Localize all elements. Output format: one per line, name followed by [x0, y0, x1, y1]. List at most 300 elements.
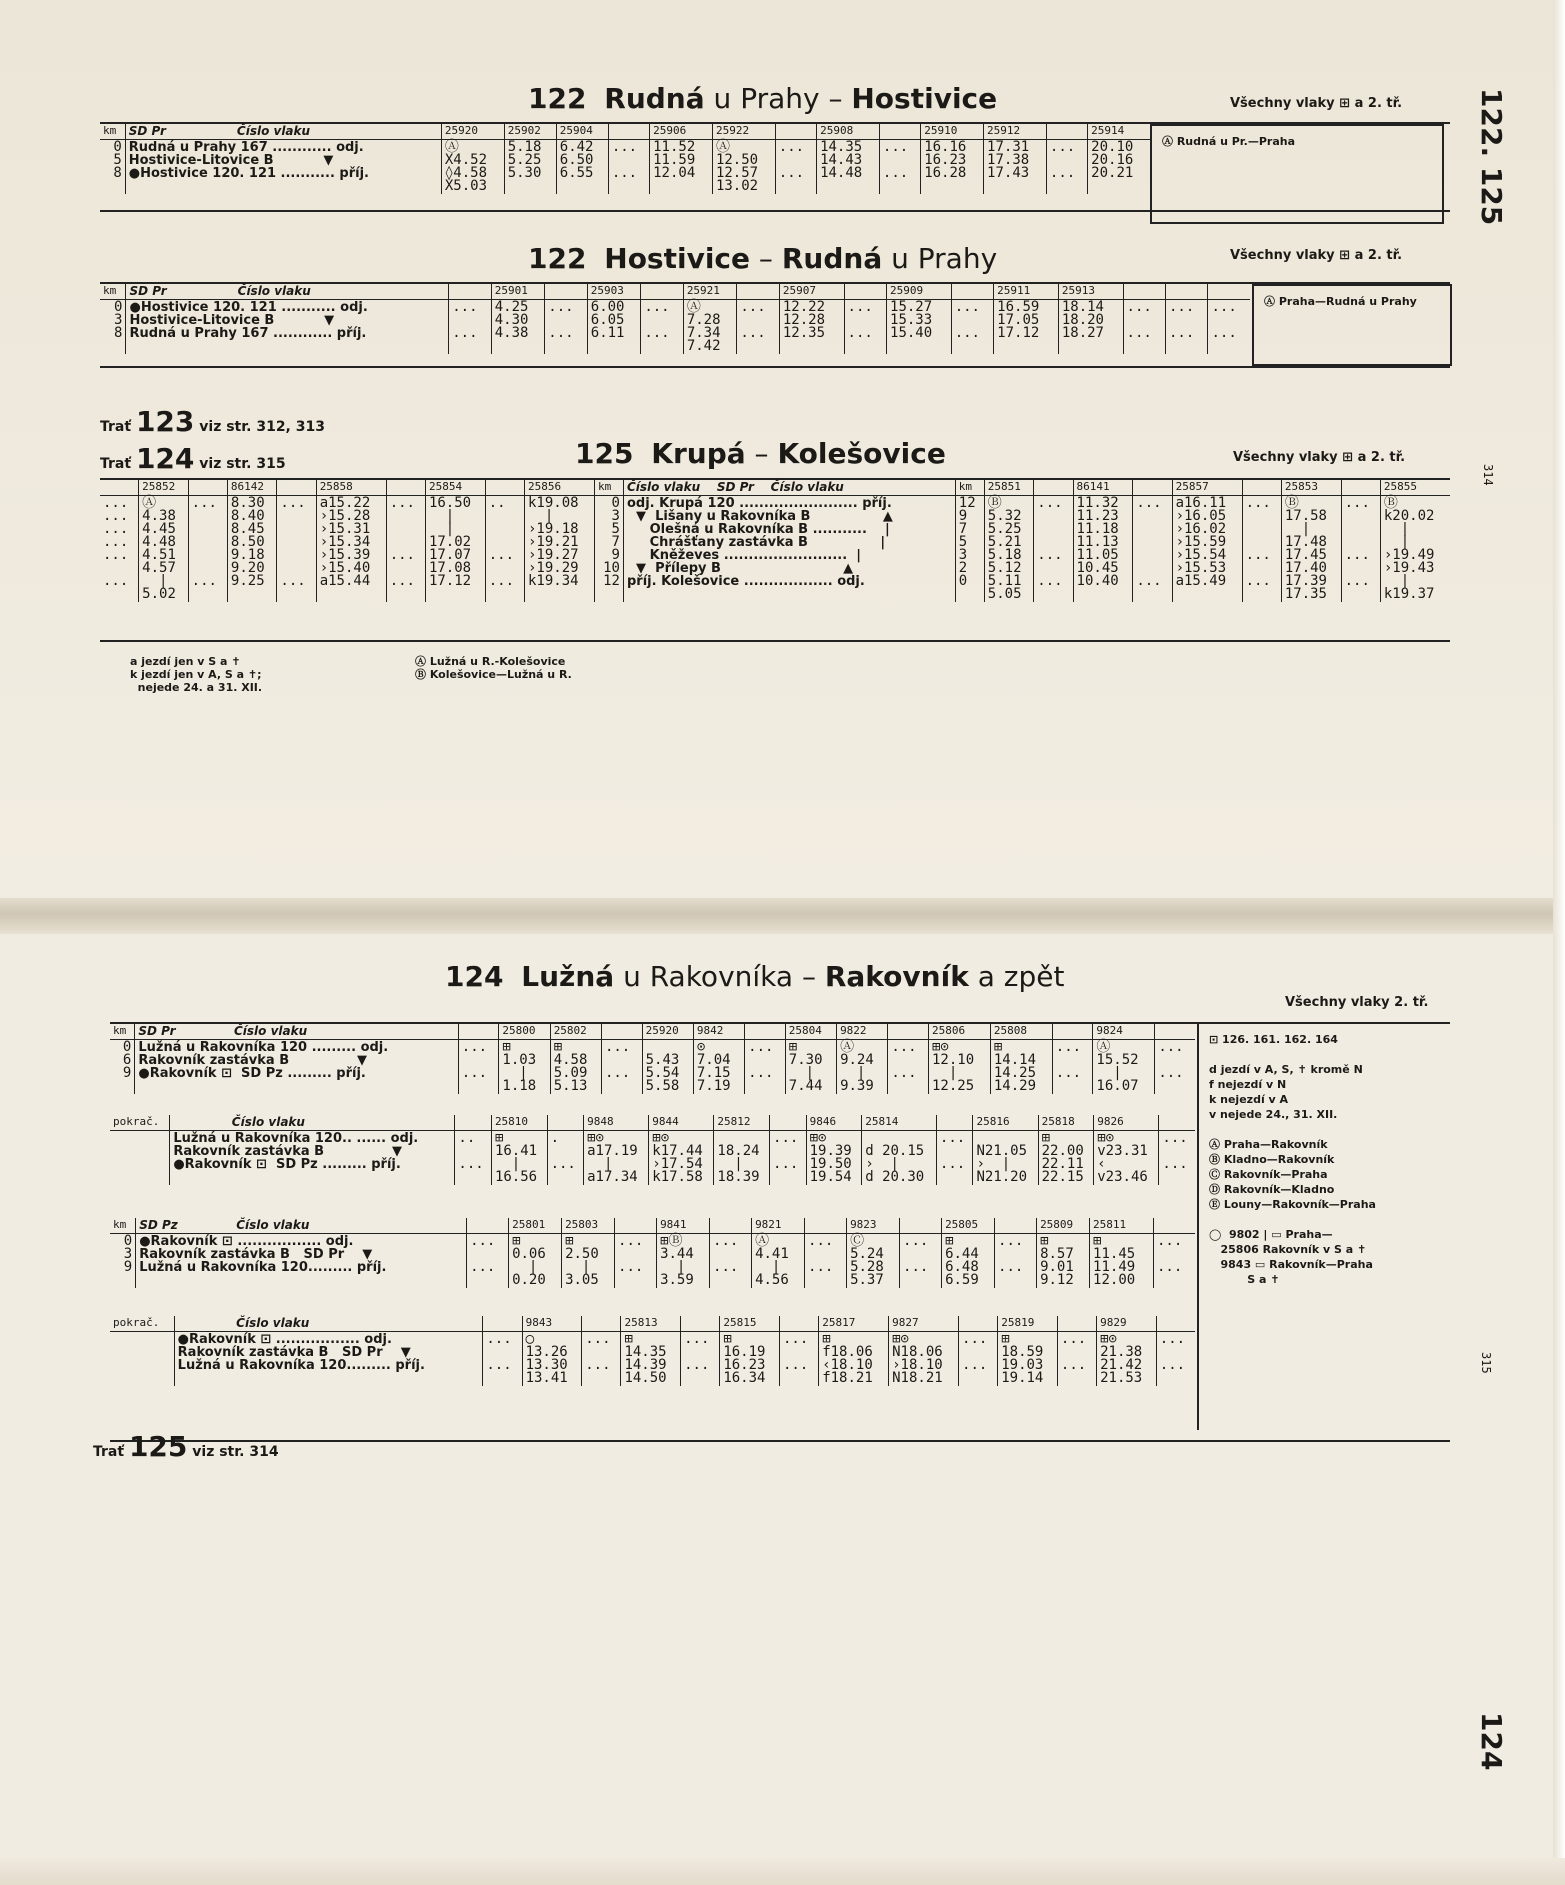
header-cell: 25906 — [650, 124, 713, 140]
time-cell: ⊞ 0.06 | 0.20 — [509, 1234, 562, 1289]
time-cell: ... ... — [1046, 140, 1087, 195]
time-cell: ... ... — [936, 1131, 973, 1186]
station-list: ●Hostivice 120. 121 ........... odj. Hostivice-Litovice B ▼ Rudná u Prahy 167 ............ příj. — [126, 300, 449, 355]
km-list: 0 5 8 — [113, 139, 122, 181]
header-cell: 25911 — [994, 284, 1059, 300]
header-cell: 25805 — [942, 1218, 995, 1234]
header-cell: 9846 — [806, 1115, 862, 1131]
time-cell: a15.22 ›15.28 ›15.31 ›15.34 ›15.39 ›15.40 a15.44 — [316, 496, 386, 603]
header-cell — [951, 284, 993, 300]
time-cell: ... ... — [879, 140, 920, 195]
timetable-row — [110, 1234, 1195, 1289]
time-cell: ... ... — [780, 1332, 819, 1387]
header-cell — [995, 1218, 1037, 1234]
t124-class-note: Všechny vlaky 2. tř. — [1285, 995, 1429, 1010]
time-cell: 16.59 17.05 17.12 — [994, 300, 1059, 355]
header-cell: km — [100, 284, 126, 300]
time-cell: 17.31 17.38 17.43 — [984, 140, 1047, 195]
trat-125-rest: viz str. 314 — [187, 1444, 279, 1460]
time-cell: ⊞ 16.41 | 16.56 — [491, 1131, 547, 1186]
time-cell: 20.10 20.16 20.21 — [1088, 140, 1150, 195]
t125-number: 125 — [575, 437, 634, 470]
time-cell: ⊞ 22.00 22.11 22.15 — [1038, 1131, 1094, 1186]
timetable-row — [100, 300, 1250, 355]
t124-section2-table — [110, 1115, 1195, 1185]
t122a-to: Hostivice — [851, 82, 998, 115]
header-cell — [780, 1316, 819, 1332]
t122b-table — [100, 284, 1250, 354]
time-cell: 15.27 15.33 15.40 — [887, 300, 952, 355]
time-cell: N21.05 › | N21.20 — [973, 1131, 1038, 1186]
header-cell: SD Pr Číslo vlaku — [135, 1024, 458, 1040]
header-cell: 25908 — [817, 124, 880, 140]
page-fold — [0, 898, 1565, 934]
t124-tail: a zpět — [968, 960, 1065, 993]
header-cell: 25907 — [779, 284, 844, 300]
header-cell — [745, 1024, 786, 1040]
header-cell: 25857 — [1172, 480, 1242, 496]
time-cell: ... ... — [900, 1234, 942, 1289]
time-cell: ... ... — [1154, 1234, 1196, 1289]
time-cell: ... ... — [545, 300, 587, 355]
time-cell: ... ... ... ... ... ... — [103, 495, 129, 589]
header-cell: 25817 — [819, 1316, 889, 1332]
time-cell: .. ... — [455, 1131, 492, 1186]
trat-124-label: Trať — [100, 456, 136, 472]
time-cell: ... ... — [995, 1234, 1037, 1289]
time-cell: ... ... — [775, 140, 816, 195]
time-cell: ⊞ 1.03 | 1.18 — [499, 1040, 550, 1095]
time-cell: Ⓒ 5.24 5.28 5.37 — [847, 1234, 900, 1289]
time-cell: ... ... — [959, 1332, 998, 1387]
t124-section3-table — [110, 1218, 1195, 1288]
t125-bottom-rule — [100, 640, 1450, 642]
trat-125-ref — [93, 1430, 279, 1463]
header-cell: SD Pz Číslo vlaku — [136, 1218, 467, 1234]
time-cell: ⊞ 16.19 16.23 16.34 — [720, 1332, 780, 1387]
station-list: Rudná u Prahy 167 ............ odj. Hostivice-Litovice B ▼ ●Hostivice 120. 121 ........... příj. — [125, 140, 441, 195]
t122b-class-note: Všechny vlaky ⊞ a 2. tř. — [1230, 248, 1403, 263]
time-cell: 6.00 6.05 6.11 — [587, 300, 641, 355]
time-cell: d 20.15 › | d 20.30 — [862, 1131, 937, 1186]
header-cell — [608, 124, 649, 140]
page-number-315: 315 — [1479, 1352, 1493, 1374]
time-cell: 11.52 11.59 12.04 — [650, 140, 713, 195]
header-cell: Číslo vlaku — [170, 1115, 455, 1131]
station-list: Lužná u Rakovníka 120 ......... odj. Rakovník zastávka B ▼ ●Rakovník ⊡ SD Pz ......... příj. — [135, 1040, 458, 1095]
trat-124-rest: viz str. 315 — [194, 456, 286, 472]
time-cell: ... ... ... — [1341, 496, 1380, 603]
header-cell — [844, 284, 886, 300]
time-cell: ◯ 13.26 13.30 13.41 — [522, 1332, 582, 1387]
time-cell: 6.42 6.50 6.55 — [556, 140, 608, 195]
header-cell: 25920 — [441, 124, 504, 140]
header-cell: 25802 — [550, 1024, 601, 1040]
header-cell: 25818 — [1038, 1115, 1094, 1131]
time-cell: ... ... — [582, 1332, 621, 1387]
header-cell: 25811 — [1090, 1218, 1154, 1234]
t124-to: Rakovník — [824, 960, 969, 993]
time-cell: ⊞ 7.30 | 7.44 — [785, 1040, 836, 1095]
header-cell: km — [110, 1218, 136, 1234]
header-cell: 9823 — [847, 1218, 900, 1234]
header-cell: 25810 — [491, 1115, 547, 1131]
header-cell — [641, 284, 683, 300]
header-cell: 25856 — [524, 480, 594, 496]
km-list: 0 3 8 — [114, 299, 123, 341]
time-cell: 4.25 4.30 4.38 — [491, 300, 545, 355]
header-cell: 25912 — [984, 124, 1047, 140]
time-cell: ... ... — [1052, 1040, 1093, 1095]
header-cell — [1046, 124, 1087, 140]
header-row — [100, 124, 1150, 140]
t125-mid: – — [745, 437, 778, 470]
time-cell: 16.50 | | 17.02 17.07 17.08 17.12 — [425, 496, 485, 603]
time-cell: ⊞ 14.14 14.25 14.29 — [990, 1040, 1052, 1095]
time-cell: ⊞ f18.06 ‹18.10 f18.21 — [819, 1332, 889, 1387]
header-cell — [277, 480, 316, 496]
header-cell: 25904 — [556, 124, 608, 140]
header-cell: 25804 — [785, 1024, 836, 1040]
header-cell: 25902 — [504, 124, 556, 140]
time-cell: ... ... — [1155, 1040, 1195, 1095]
time-cell: ... ... — [1156, 1332, 1195, 1387]
trat-123-ref — [100, 405, 325, 438]
header-row — [110, 1316, 1195, 1332]
t125-from: Krupá — [651, 437, 746, 470]
header-cell: 25909 — [887, 284, 952, 300]
km-list: 0 3 9 — [123, 1233, 133, 1275]
time-cell: ... ... — [641, 300, 683, 355]
t124-legend-box: ⊡ 126. 161. 162. 164 d jezdí v A, S, ✝ kromě N f nejezdí v N k nejezdí v A v nejede 24., 31. XII. Ⓐ Praha—Rakovník Ⓑ Kladno—Rakovník Ⓒ Rakovník—Praha Ⓓ Rakovník—Kladno Ⓔ Louny—Rakovník—Praha ◯ 9802 | ▭ Praha— 25806 Rakovník v S a ✝ 9843 ▭ Rakovník—Praha S a ✝ — [1197, 1024, 1449, 1430]
timetable-row — [110, 1131, 1195, 1186]
header-cell — [386, 480, 425, 496]
time-cell: 5.43 5.54 5.58 — [642, 1040, 693, 1095]
timetable-row — [100, 496, 1450, 603]
time-cell: ⊞Ⓑ 3.44 | 3.59 — [657, 1234, 710, 1289]
time-cell: ⊞⊙ N18.06 ›18.10 N18.21 — [889, 1332, 959, 1387]
header-cell: 86141 — [1073, 480, 1133, 496]
header-cell — [100, 480, 139, 496]
time-cell: . ... — [547, 1131, 584, 1186]
header-cell — [888, 1024, 929, 1040]
time-cell: 18.14 18.20 18.27 — [1058, 300, 1123, 355]
t124-bottom-rule — [110, 1440, 1450, 1442]
timetable-row — [110, 1040, 1195, 1095]
time-cell: ... ... ... — [1242, 496, 1281, 603]
time-cell: ⊞ 4.58 5.09 5.13 — [550, 1040, 601, 1095]
station-list: Lužná u Rakovníka 120.. ...... odj. Rakovník zastávka B ▼ ●Rakovník ⊡ SD Pz ......... příj. — [170, 1131, 455, 1186]
time-cell: 8.30 8.40 8.45 8.50 9.18 9.20 9.25 — [227, 496, 277, 603]
header-cell: 25851 — [984, 480, 1034, 496]
header-cell — [1159, 1115, 1195, 1131]
t122b-mid: – — [750, 242, 782, 275]
header-cell: km — [955, 480, 984, 496]
header-cell: SD Pr Číslo vlaku — [126, 284, 449, 300]
time-cell: ... ... — [1057, 1332, 1096, 1387]
time-cell: ⊞⊙ k17.44 ›17.54 k17.58 — [649, 1131, 714, 1186]
time-cell: .. ... ... — [485, 496, 524, 603]
header-cell: 9822 — [837, 1024, 888, 1040]
header-cell: 25854 — [425, 480, 485, 496]
t124-from: Lužná — [521, 960, 615, 993]
header-cell: 25853 — [1281, 480, 1341, 496]
header-cell — [1208, 284, 1250, 300]
time-cell: ⊞⊙ 21.38 21.42 21.53 — [1097, 1332, 1157, 1387]
t124-section4-table — [110, 1316, 1195, 1386]
time-cell: 5.18 5.25 5.30 — [504, 140, 556, 195]
time-cell: Ⓐ 15.52 | 16.07 — [1093, 1040, 1155, 1095]
timetable-row — [100, 140, 1150, 195]
time-cell: ... ... — [710, 1234, 752, 1289]
header-cell — [455, 1115, 492, 1131]
time-cell: 11.32 11.23 11.18 11.13 11.05 10.45 10.40 — [1073, 496, 1133, 603]
header-cell: pokrač. — [110, 1115, 170, 1131]
t125-legend-symbols: Ⓐ Lužná u R.-Kolešovice Ⓑ Kolešovice—Lužná u R. — [415, 655, 572, 681]
t122a-class-note: Všechny vlaky ⊞ a 2. tř. — [1230, 96, 1403, 111]
header-row — [100, 480, 1450, 496]
t125-class-note: Všechny vlaky ⊞ a 2. tř. — [1233, 450, 1406, 465]
header-cell — [1133, 480, 1172, 496]
header-cell — [545, 284, 587, 300]
header-row — [100, 284, 1250, 300]
time-cell: k19.08 | ›19.18 ›19.21 ›19.27 ›19.29 k19.34 — [524, 496, 594, 603]
header-cell — [601, 1024, 642, 1040]
header-cell — [467, 1218, 509, 1234]
time-cell: ... ... ... — [1034, 496, 1073, 603]
header-cell — [879, 124, 920, 140]
header-cell: 9842 — [693, 1024, 744, 1040]
time-cell: Ⓑ 17.58 | 17.48 17.45 17.40 17.39 17.35 — [1281, 496, 1341, 603]
header-cell — [1341, 480, 1380, 496]
header-cell: 9824 — [1093, 1024, 1155, 1040]
time-cell: ⊞⊙ v23.31 ‹ v23.46 — [1094, 1131, 1159, 1186]
t122b-title — [528, 242, 997, 275]
t124-number: 124 — [445, 960, 504, 993]
t122a-table — [100, 124, 1150, 194]
header-cell: 86142 — [227, 480, 277, 496]
side-route-number-bottom: 124 — [1475, 1712, 1508, 1771]
header-cell: 25803 — [562, 1218, 615, 1234]
time-cell: ... ... — [951, 300, 993, 355]
header-cell: 25914 — [1088, 124, 1150, 140]
station-list: ●Rakovník ⊡ ................. odj. Rakovník zastávka B SD Pr ▼ Lužná u Rakovníka 120......... příj. — [174, 1332, 483, 1387]
t122a-number: 122 — [528, 82, 587, 115]
time-cell: Ⓐ 4.41 | 4.56 — [752, 1234, 805, 1289]
header-cell — [615, 1218, 657, 1234]
header-cell: km — [594, 480, 623, 496]
time-cell: ⊞ 8.57 9.01 9.12 — [1037, 1234, 1090, 1289]
time-cell: 12.22 12.28 12.35 — [779, 300, 844, 355]
header-cell: 9844 — [649, 1115, 714, 1131]
time-cell: ... ... — [1123, 300, 1165, 355]
time-cell: Ⓐ 12.50 12.57 13.02 — [712, 140, 775, 195]
header-cell — [1166, 284, 1208, 300]
t124-mid: u Rakovníka – — [614, 960, 825, 993]
header-cell — [458, 1024, 499, 1040]
t122b-tail: u Prahy — [882, 242, 998, 275]
time-cell: ... ... — [615, 1234, 657, 1289]
time-cell: ... ... — [467, 1234, 509, 1289]
t122b-to: Rudná — [781, 242, 883, 275]
time-cell: ⊞ 11.45 11.49 12.00 — [1090, 1234, 1154, 1289]
timetable-row — [110, 1332, 1195, 1387]
station-list: odj. Krupá 120 ........................ příj. ▼ Lišany u Rakovníka B ▲ Olešná u Rakovníka B ........... | Chrášťany zastávka B | Kněževes ......................... | ▼ Přílepy B ▲ příj. Kolešovice .................. odj. — [623, 496, 955, 603]
t122a-bottom-rule — [100, 210, 1450, 212]
header-cell: 25913 — [1058, 284, 1123, 300]
header-cell: pokrač. — [110, 1316, 174, 1332]
time-cell: a16.11 ›16.05 ›16.02 ›15.59 ›15.54 ›15.53 a15.49 — [1172, 496, 1242, 603]
time-cell: ⊞ 18.59 19.03 19.14 — [998, 1332, 1058, 1387]
header-cell — [900, 1218, 942, 1234]
header-cell: km — [110, 1024, 135, 1040]
header-cell — [1057, 1316, 1096, 1332]
trat-125-number: 125 — [128, 1430, 188, 1463]
header-cell: 9843 — [522, 1316, 582, 1332]
header-cell: 25819 — [998, 1316, 1058, 1332]
trat-123-label: Trať — [100, 419, 136, 435]
header-cell: SD Pr Číslo vlaku — [125, 124, 441, 140]
km-list: 0 3 5 7 9 10 12 — [594, 496, 623, 603]
header-cell — [1155, 1024, 1195, 1040]
header-cell — [449, 284, 491, 300]
header-cell: 25921 — [683, 284, 737, 300]
time-cell: Ⓑ 5.32 5.25 5.21 5.18 5.12 5.11 5.05 — [984, 496, 1034, 603]
header-cell: 9827 — [889, 1316, 959, 1332]
header-cell: km — [100, 124, 125, 140]
trat-123-number: 123 — [135, 405, 195, 438]
header-cell — [737, 284, 779, 300]
header-cell: 25806 — [928, 1024, 990, 1040]
header-cell: 25858 — [316, 480, 386, 496]
time-cell: ... ... — [483, 1332, 522, 1387]
t122b-legend-box: Ⓐ Praha—Rudná u Prahy — [1252, 284, 1452, 366]
page-number-314: 314 — [1481, 464, 1495, 486]
time-cell: ... ... ... — [386, 496, 425, 603]
time-cell: ... ... — [681, 1332, 720, 1387]
time-cell: ... ... — [1133, 496, 1172, 603]
time-cell: Ⓐ X4.52 ◊4.58 X5.03 — [441, 140, 504, 195]
header-cell: 25910 — [921, 124, 984, 140]
time-cell: 12 9 7 5 3 2 0 — [955, 496, 984, 603]
time-cell: ... ... — [188, 496, 227, 603]
header-row — [110, 1218, 1195, 1234]
trat-124-ref — [100, 442, 286, 475]
header-cell — [1034, 480, 1073, 496]
time-cell: ... ... — [1166, 300, 1208, 355]
right-page-edge — [1553, 0, 1565, 1885]
trat-125-label: Trať — [93, 1444, 129, 1460]
header-cell: 25800 — [499, 1024, 550, 1040]
side-route-numbers-top: 122. 125 — [1475, 88, 1508, 226]
time-cell: ... ... — [737, 300, 779, 355]
header-cell: 25809 — [1037, 1218, 1090, 1234]
time-cell: ⊞ 2.50 | 3.05 — [562, 1234, 615, 1289]
header-cell: 9848 — [584, 1115, 649, 1131]
header-cell: 25801 — [509, 1218, 562, 1234]
t124-section1-table — [110, 1024, 1195, 1094]
header-row — [110, 1024, 1195, 1040]
time-cell: ⊞ 6.44 6.48 6.59 — [942, 1234, 995, 1289]
header-cell — [188, 480, 227, 496]
header-cell: 9821 — [752, 1218, 805, 1234]
time-cell: ... ... — [601, 1040, 642, 1095]
trat-123-rest: viz str. 312, 313 — [194, 419, 325, 435]
t122a-from: Rudná — [604, 82, 705, 115]
time-cell: 16.16 16.23 16.28 — [921, 140, 984, 195]
time-cell: ⊙ 7.04 7.15 7.19 — [693, 1040, 744, 1095]
time-cell: ... ... — [844, 300, 886, 355]
header-cell: 9826 — [1094, 1115, 1159, 1131]
header-row — [110, 1115, 1195, 1131]
header-cell: 25808 — [990, 1024, 1052, 1040]
header-cell: 9829 — [1097, 1316, 1157, 1332]
header-cell — [681, 1316, 720, 1332]
time-cell: 18.24 | 18.39 — [714, 1131, 770, 1186]
time-cell: ... ... — [1159, 1131, 1195, 1186]
header-cell: 25855 — [1380, 480, 1450, 496]
t125-title — [575, 437, 946, 470]
header-cell — [1154, 1218, 1196, 1234]
time-cell: ... ... — [458, 1040, 499, 1095]
header-cell: 25812 — [714, 1115, 770, 1131]
header-cell — [775, 124, 816, 140]
header-cell — [582, 1316, 621, 1332]
time-cell: ... ... — [608, 140, 649, 195]
header-cell: Číslo vlaku SD Pr Číslo vlaku — [623, 480, 955, 496]
time-cell: Ⓑ k20.02 | | ›19.49 ›19.43 | k19.37 — [1380, 496, 1450, 603]
header-cell: 25814 — [862, 1115, 937, 1131]
header-cell — [1242, 480, 1281, 496]
station-list: ●Rakovník ⊡ ................. odj. Rakovník zastávka B SD Pr ▼ Lužná u Rakovníka 120......... příj. — [136, 1234, 467, 1289]
header-cell: 25920 — [642, 1024, 693, 1040]
time-cell: ... ... — [888, 1040, 929, 1095]
header-cell: Číslo vlaku — [174, 1316, 483, 1332]
time-cell: ... ... — [805, 1234, 847, 1289]
km-list — [110, 1131, 170, 1186]
header-cell — [547, 1115, 584, 1131]
header-cell: 25922 — [712, 124, 775, 140]
header-cell: 25815 — [720, 1316, 780, 1332]
time-cell: ... ... — [277, 496, 316, 603]
time-cell: ... ... — [1208, 300, 1250, 355]
time-cell: 14.35 14.43 14.48 — [817, 140, 880, 195]
time-cell: ⊞⊙ 19.39 19.50 19.54 — [806, 1131, 862, 1186]
header-cell — [1123, 284, 1165, 300]
header-cell — [959, 1316, 998, 1332]
time-cell: ... ... — [745, 1040, 786, 1095]
t122b-bottom-rule — [100, 366, 1450, 368]
time-cell: Ⓐ 4.38 4.45 4.48 4.51 4.57 | 5.02 — [139, 496, 189, 603]
header-cell: 9841 — [657, 1218, 710, 1234]
header-cell: 25813 — [621, 1316, 681, 1332]
header-cell — [485, 480, 524, 496]
header-cell: 25852 — [139, 480, 189, 496]
t125-table — [100, 480, 1450, 602]
time-cell: ... ... — [770, 1131, 807, 1186]
t122b-from: Hostivice — [604, 242, 751, 275]
header-cell — [1052, 1024, 1093, 1040]
header-cell — [483, 1316, 522, 1332]
header-cell — [1156, 1316, 1195, 1332]
t125-legend-footnotes: a jezdí jen v S a ✝ k jezdí jen v A, S a ✝; nejede 24. a 31. XII. — [130, 655, 263, 694]
header-cell: 25903 — [587, 284, 641, 300]
t122a-title — [528, 82, 997, 115]
t124-title — [445, 960, 1064, 993]
time-cell: ... ... — [449, 300, 491, 355]
header-cell — [936, 1115, 973, 1131]
time-cell: ⊞⊙ a17.19 | a17.34 — [584, 1131, 649, 1186]
